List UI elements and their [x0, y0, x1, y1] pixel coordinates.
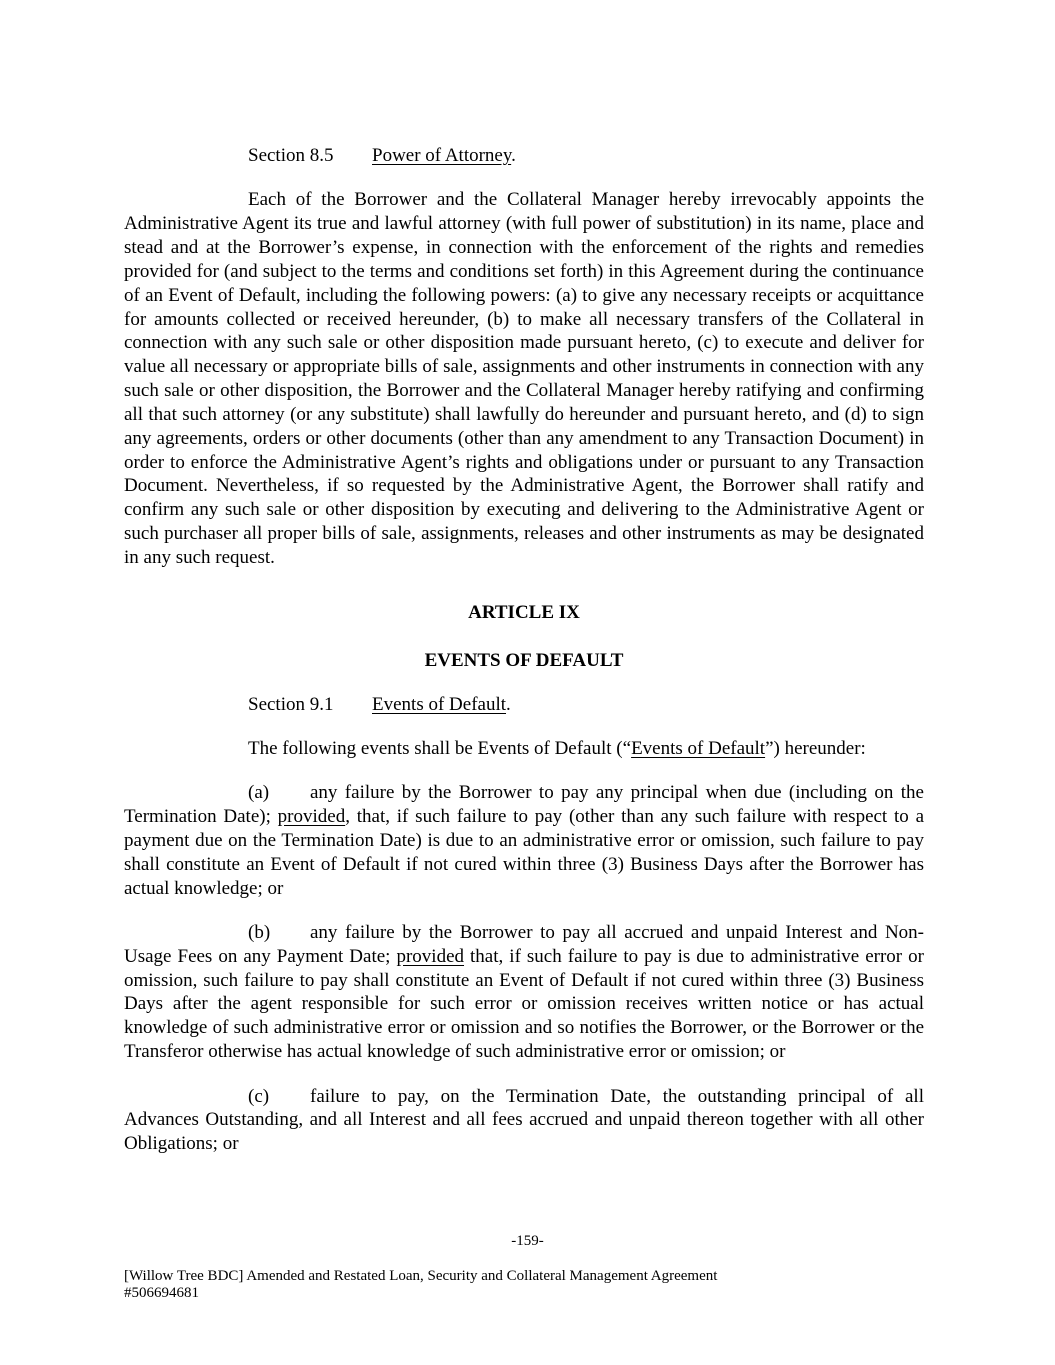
item-proviso: provided	[277, 806, 346, 828]
section-number: Section 8.5	[248, 145, 334, 166]
list-item-c	[124, 1085, 924, 1157]
article-title: EVENTS OF DEFAULT	[424, 649, 624, 671]
item-label: (b)	[248, 921, 271, 943]
section-8-5-body: Each of the Borrower and the Collateral Manager hereby irrevocably appoints the Administrative Agent its true and lawful attorney (with full power of substitution) in its name, place and stead and at the Borrower’s expense, in connection with the enforcement of the rights and remedies provided for (and subject to the terms and conditions set forth) in this Agreement during the continuance of an Event of Default, including the following powers: (a) to give any necessary receipts or acquittance for amounts collected or received hereunder, (b) to make all necessary transfers of the Collateral in connection with any such sale or other disposition made pursuant hereto, (c) to execute and deliver for value all necessary or appropriate bills of sale, assignments and other instruments in connection with any such sale or other disposition, the Borrower and the Collateral Manager hereby ratifying and confirming all that such attorney (or any substitute) shall lawfully do hereunder and pursuant hereto, and (d) to sign any agreements, orders or other documents (other than any amendment to any Transaction Document) in order to enforce the Administrative Agent’s rights and obligations under or pursuant to any Transaction Document. Nevertheless, if so requested by the Administrative Agent, the Borrower shall ratify and confirm any such sale or other disposition by executing and delivering to the Administrative Agent or such purchaser all proper bills of sale, assignments, releases and other instruments as may be designated in any such request.	[124, 189, 924, 568]
intro-text: The following events shall be Events of Default (“	[248, 737, 632, 759]
footer	[124, 1268, 717, 1302]
item-text-end: , that, if such failure to pay (other than any such failure with respect to a payment due on the Termination Date) is due to an administrative error or omission, such failure to pay shall constitute an Event of Default if not cured within three (3) Business Days after the Borrower has actual knowledge; or	[124, 806, 925, 899]
list-item-a	[124, 781, 924, 900]
document-title: [Willow Tree BDC] Amended and Restated Loan, Security and Collateral Management Agreement	[124, 1268, 718, 1284]
defined-term: Events of Default	[631, 737, 766, 759]
item-label: (a)	[248, 782, 270, 804]
item-text: any failure by the Borrower to pay all accrued and unpaid Interest and Non-Usage Fees on any Payment Date;	[124, 921, 924, 967]
article-heading: ARTICLE IX	[468, 601, 580, 623]
section-title-suffix: .	[511, 145, 516, 166]
document-number: #506694681	[124, 1285, 199, 1301]
item-text: any failure by the Borrower to pay any principal when due (including on the Termination Date);	[124, 782, 924, 828]
item-text: failure to pay, on the Termination Date, the outstanding principal of all Advances Outstanding, and all Interest and all fees accrued and unpaid thereon together with all other Obligations; or	[124, 1085, 924, 1155]
document-page	[124, 144, 924, 1156]
section-9-1-heading	[124, 693, 924, 717]
section-number: Section 9.1	[248, 693, 334, 715]
page-number: -159-	[511, 1233, 544, 1249]
intro-text-end: ”) hereunder:	[765, 737, 866, 759]
section-title: Power of Attorney	[372, 145, 512, 166]
item-text-end: that, if such failure to pay is due to administrative error or omission, such failure to pay shall constitute an Event of Default if not cured within three (3) Business Days after the agent responsible for such error or omission receives written notice or has actual knowledge of such administrative error or omission and so notifies the Borrower, or the Borrower or the Transferor otherwise has actual knowledge of such administrative error or omission; or	[124, 945, 924, 1063]
item-label: (c)	[248, 1085, 270, 1107]
item-proviso: provided	[396, 945, 465, 967]
section-title-suffix: .	[506, 693, 511, 715]
section-9-1-intro	[124, 737, 924, 761]
section-title: Events of Default	[372, 693, 507, 715]
section-8-5-heading	[124, 144, 924, 168]
list-item-b	[124, 921, 924, 1064]
